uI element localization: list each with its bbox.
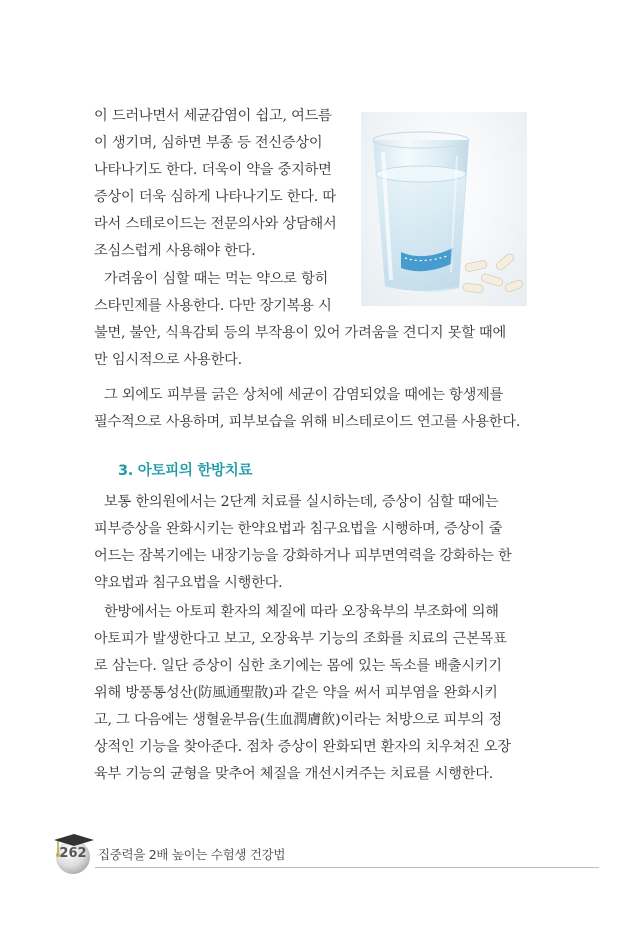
body-line: 필수적으로 사용하며, 피부보습을 위해 비스테로이드 연고를 사용한다. — [94, 414, 521, 430]
page-number: 262 — [59, 846, 87, 861]
body-line: 이 생기며, 심하면 부종 등 전신증상이 — [94, 135, 323, 151]
body-line: 불면, 불안, 식욕감퇴 등의 부작용이 있어 가려움을 견디지 못할 때에 — [94, 325, 507, 341]
body-line: 만 임시적으로 사용한다. — [94, 352, 242, 368]
body-line: 라서 스테로이드는 전문의사와 상담해서 — [94, 216, 337, 232]
body-line: 피부증상을 완화시키는 한약요법과 침구요법을 시행하며, 증상이 줄 — [94, 521, 503, 537]
body-line: 위해 방풍통성산(防風通聖散)과 같은 약을 써서 피부염을 완화시키 — [94, 685, 498, 701]
body-line: 상적인 기능을 찾아준다. 점차 증상이 완화되면 환자의 치우쳐진 오장 — [94, 739, 511, 755]
body-line: 증상이 더욱 심하게 나타나기도 한다. 따 — [94, 189, 336, 205]
section-title: 3. 아토피의 한방치료 — [118, 463, 253, 479]
body-line: 아토피가 발생한다고 보고, 오장육부 기능의 조화를 치료의 근본목표 — [94, 631, 507, 647]
body-line: 조심스럽게 사용해야 한다. — [94, 243, 256, 259]
body-line: 나타나기도 한다. 더욱이 약을 중지하면 — [94, 162, 332, 178]
body-line: 어드는 잠복기에는 내장기능을 강화하거나 피부면역력을 강화하는 한 — [94, 548, 512, 564]
body-line: 가려움이 심할 때는 먹는 약으로 항히 — [104, 271, 329, 287]
body-line: 고, 그 다음에는 생혈윤부음(生血潤膚飮)이라는 처방으로 피부의 정 — [94, 712, 502, 728]
body-line: 육부 기능의 균형을 맞추어 체질을 개선시켜주는 치료를 시행한다. — [94, 766, 494, 782]
body-line: 이 드러나면서 세균감염이 쉽고, 여드름 — [94, 108, 332, 124]
body-line: 한방에서는 아토피 환자의 체질에 따라 오장육부의 부조화에 의해 — [104, 604, 499, 620]
body-line: 약요법과 침구요법을 시행한다. — [94, 575, 283, 591]
body-line: 로 삼는다. 일단 증상이 심한 초기에는 몸에 있는 독소를 배출시키기 — [94, 658, 502, 674]
body-line: 스타민제를 사용한다. 다만 장기복용 시 — [94, 298, 332, 314]
body-line: 보통 한의원에서는 2단계 치료를 실시하는데, 증상이 심할 때에는 — [104, 494, 499, 510]
body-line: 그 외에도 피부를 긁은 상처에 세균이 감염되었을 때에는 항생제를 — [104, 387, 504, 403]
water-glass-and-pills-photo — [361, 112, 527, 306]
book-title: 집중력을 2배 높이는 수험생 건강법 — [98, 847, 286, 862]
footer-divider — [95, 867, 599, 868]
